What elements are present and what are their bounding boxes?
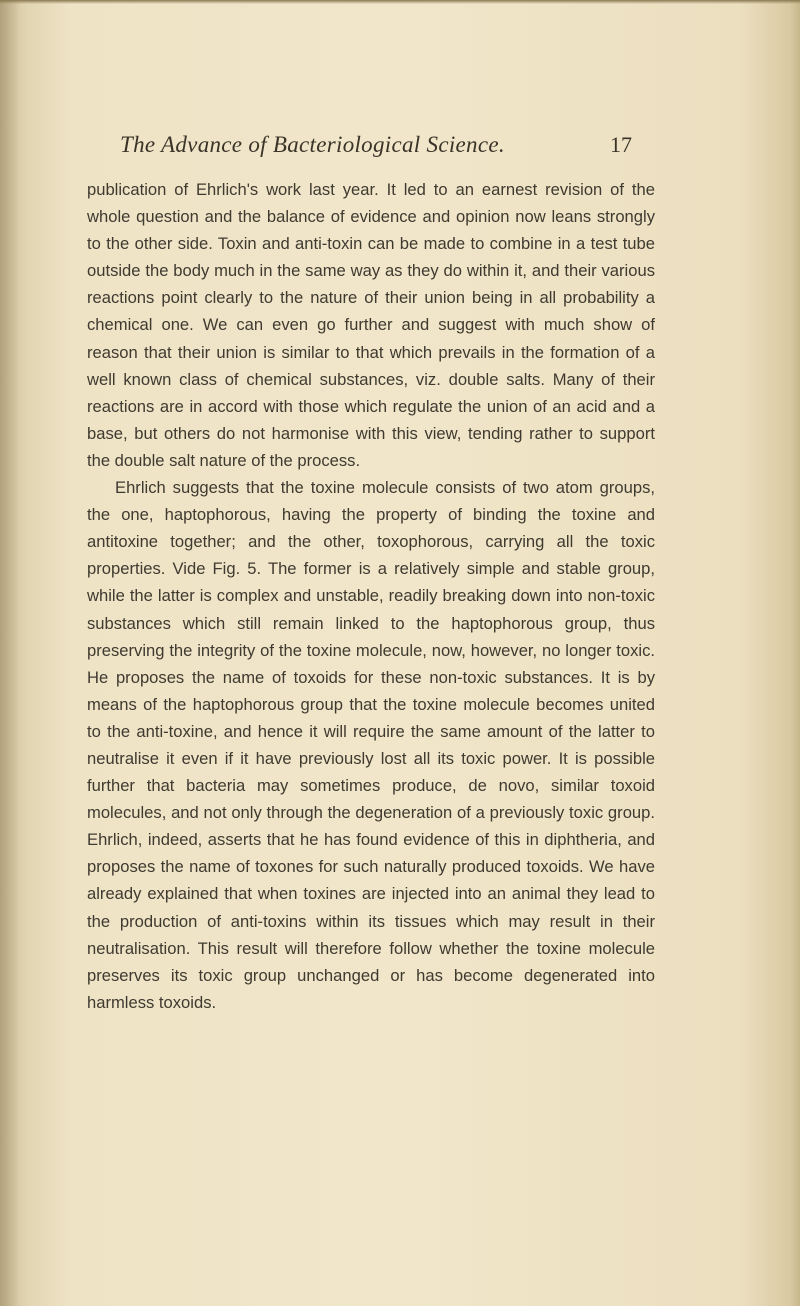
paragraph: Ehrlich suggests that the toxine molecule consists of two atom groups, the one, haptophorous, having the property of binding the toxine and antitoxine together; and the other, toxophorous, carrying all the toxic properties. Vide Fig. 5. The former is a relatively simple and stable group, while the latter is complex and unstable, readily breaking down into non-toxic substances which still remain linked to the haptophorous group, thus preserving the integrity of the toxine molecule, now, however, no longer toxic. He proposes the name of toxoids for these non-toxic substances. It is by means of the haptophorous group that the toxine molecule becomes united to the anti-toxine, and hence it will require the same amount of the latter to neutralise it even if it have previously lost all its toxic power. It is possible further that bacteria may sometimes produce, de novo, similar toxoid molecules, and not only through the degeneration of a previously toxic group. Ehrlich, indeed, asserts that he has found evidence of this in diphtheria, and proposes the name of toxones for such naturally produced toxoids. We have already explained that when toxines are injected into an animal they lead to the production of anti-toxins within its tissues which may result in their neutralisation. This result will therefore follow whether the toxine molecule preserves its toxic group unchanged or has become degenerated into harmless toxoids. <box>87 478 655 1012</box>
top-edge <box>0 0 800 4</box>
page-header <box>120 132 640 162</box>
body-text <box>87 176 655 1016</box>
running-title: The Advance of Bacteriological Science. <box>120 132 505 157</box>
paragraph: publication of Ehrlich's work last year. It led to an earnest revision of the whole question and the balance of evidence and opinion now leans strongly to the other side. Toxin and anti-toxin can be made to combine in a test tube outside the body much in the same way as they do within it, and their various reactions point clearly to the nature of their union being in all probability a chemical one. We can even go further and suggest with much show of reason that their union is similar to that which prevails in the formation of a well known class of chemical substances, viz. double salts. Many of their reactions are in accord with those which regulate the union of an acid and a base, but others do not harmonise with this view, tending rather to support the double salt nature of the process. <box>87 180 655 470</box>
binding-shadow <box>0 0 20 1306</box>
page-number: 17 <box>610 132 632 157</box>
